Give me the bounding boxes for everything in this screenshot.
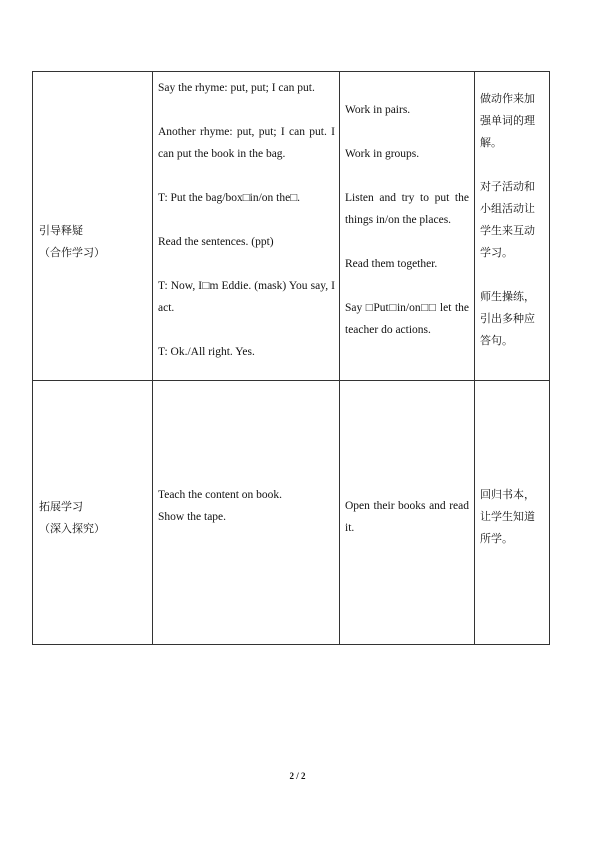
intent-line: 做动作来加强单词的理解。: [480, 92, 535, 149]
stage-title: 引导释疑: [39, 224, 83, 237]
stage-subtitle: （合作学习）: [39, 246, 105, 259]
teacher-line: Teach the content on book.: [158, 489, 283, 501]
student-line: Work in pairs.: [345, 104, 411, 116]
design-intent-cell: [475, 381, 550, 645]
table-row: [33, 72, 550, 381]
page-number: 2 / 2: [289, 771, 306, 781]
intent-line: 师生操练，引出多种应答句。: [480, 290, 535, 347]
intent-line: 回归书本，让学生知道所学。: [480, 488, 535, 545]
teacher-activity-cell: [153, 381, 340, 645]
teacher-line: T: Now, I□m Eddie. (mask) You say, I act.: [158, 280, 335, 314]
intent-line: 对子活动和小组活动让学生来互动学习。: [480, 180, 535, 259]
table-row: [33, 381, 550, 645]
teacher-activity-cell: [153, 72, 340, 381]
student-line: Say □Put□in/on□□ let the teacher do actions.: [345, 302, 469, 336]
student-line: Listen and try to put the things in/on the places.: [345, 192, 469, 226]
teacher-line: Another rhyme: put, put; I can put. I can put the book in the bag.: [158, 126, 335, 160]
student-line: Read them together.: [345, 258, 438, 270]
teacher-line: T: Ok./All right. Yes.: [158, 346, 255, 358]
teacher-line: Read the sentences. (ppt): [158, 236, 274, 248]
student-line: Work in groups.: [345, 148, 420, 160]
lesson-plan-table: [32, 71, 550, 645]
student-activity-cell: [340, 72, 475, 381]
student-line: Open their books and read it.: [345, 500, 469, 534]
teacher-line: Show the tape.: [158, 511, 227, 523]
stage-cell: [33, 381, 153, 645]
stage-cell: [33, 72, 153, 381]
student-activity-cell: [340, 381, 475, 645]
stage-subtitle: （深入探究）: [39, 522, 105, 535]
teacher-line: Say the rhyme: put, put; I can put.: [158, 82, 315, 94]
teacher-line: T: Put the bag/box□in/on the□.: [158, 192, 301, 204]
design-intent-cell: [475, 72, 550, 381]
stage-title: 拓展学习: [39, 500, 83, 513]
